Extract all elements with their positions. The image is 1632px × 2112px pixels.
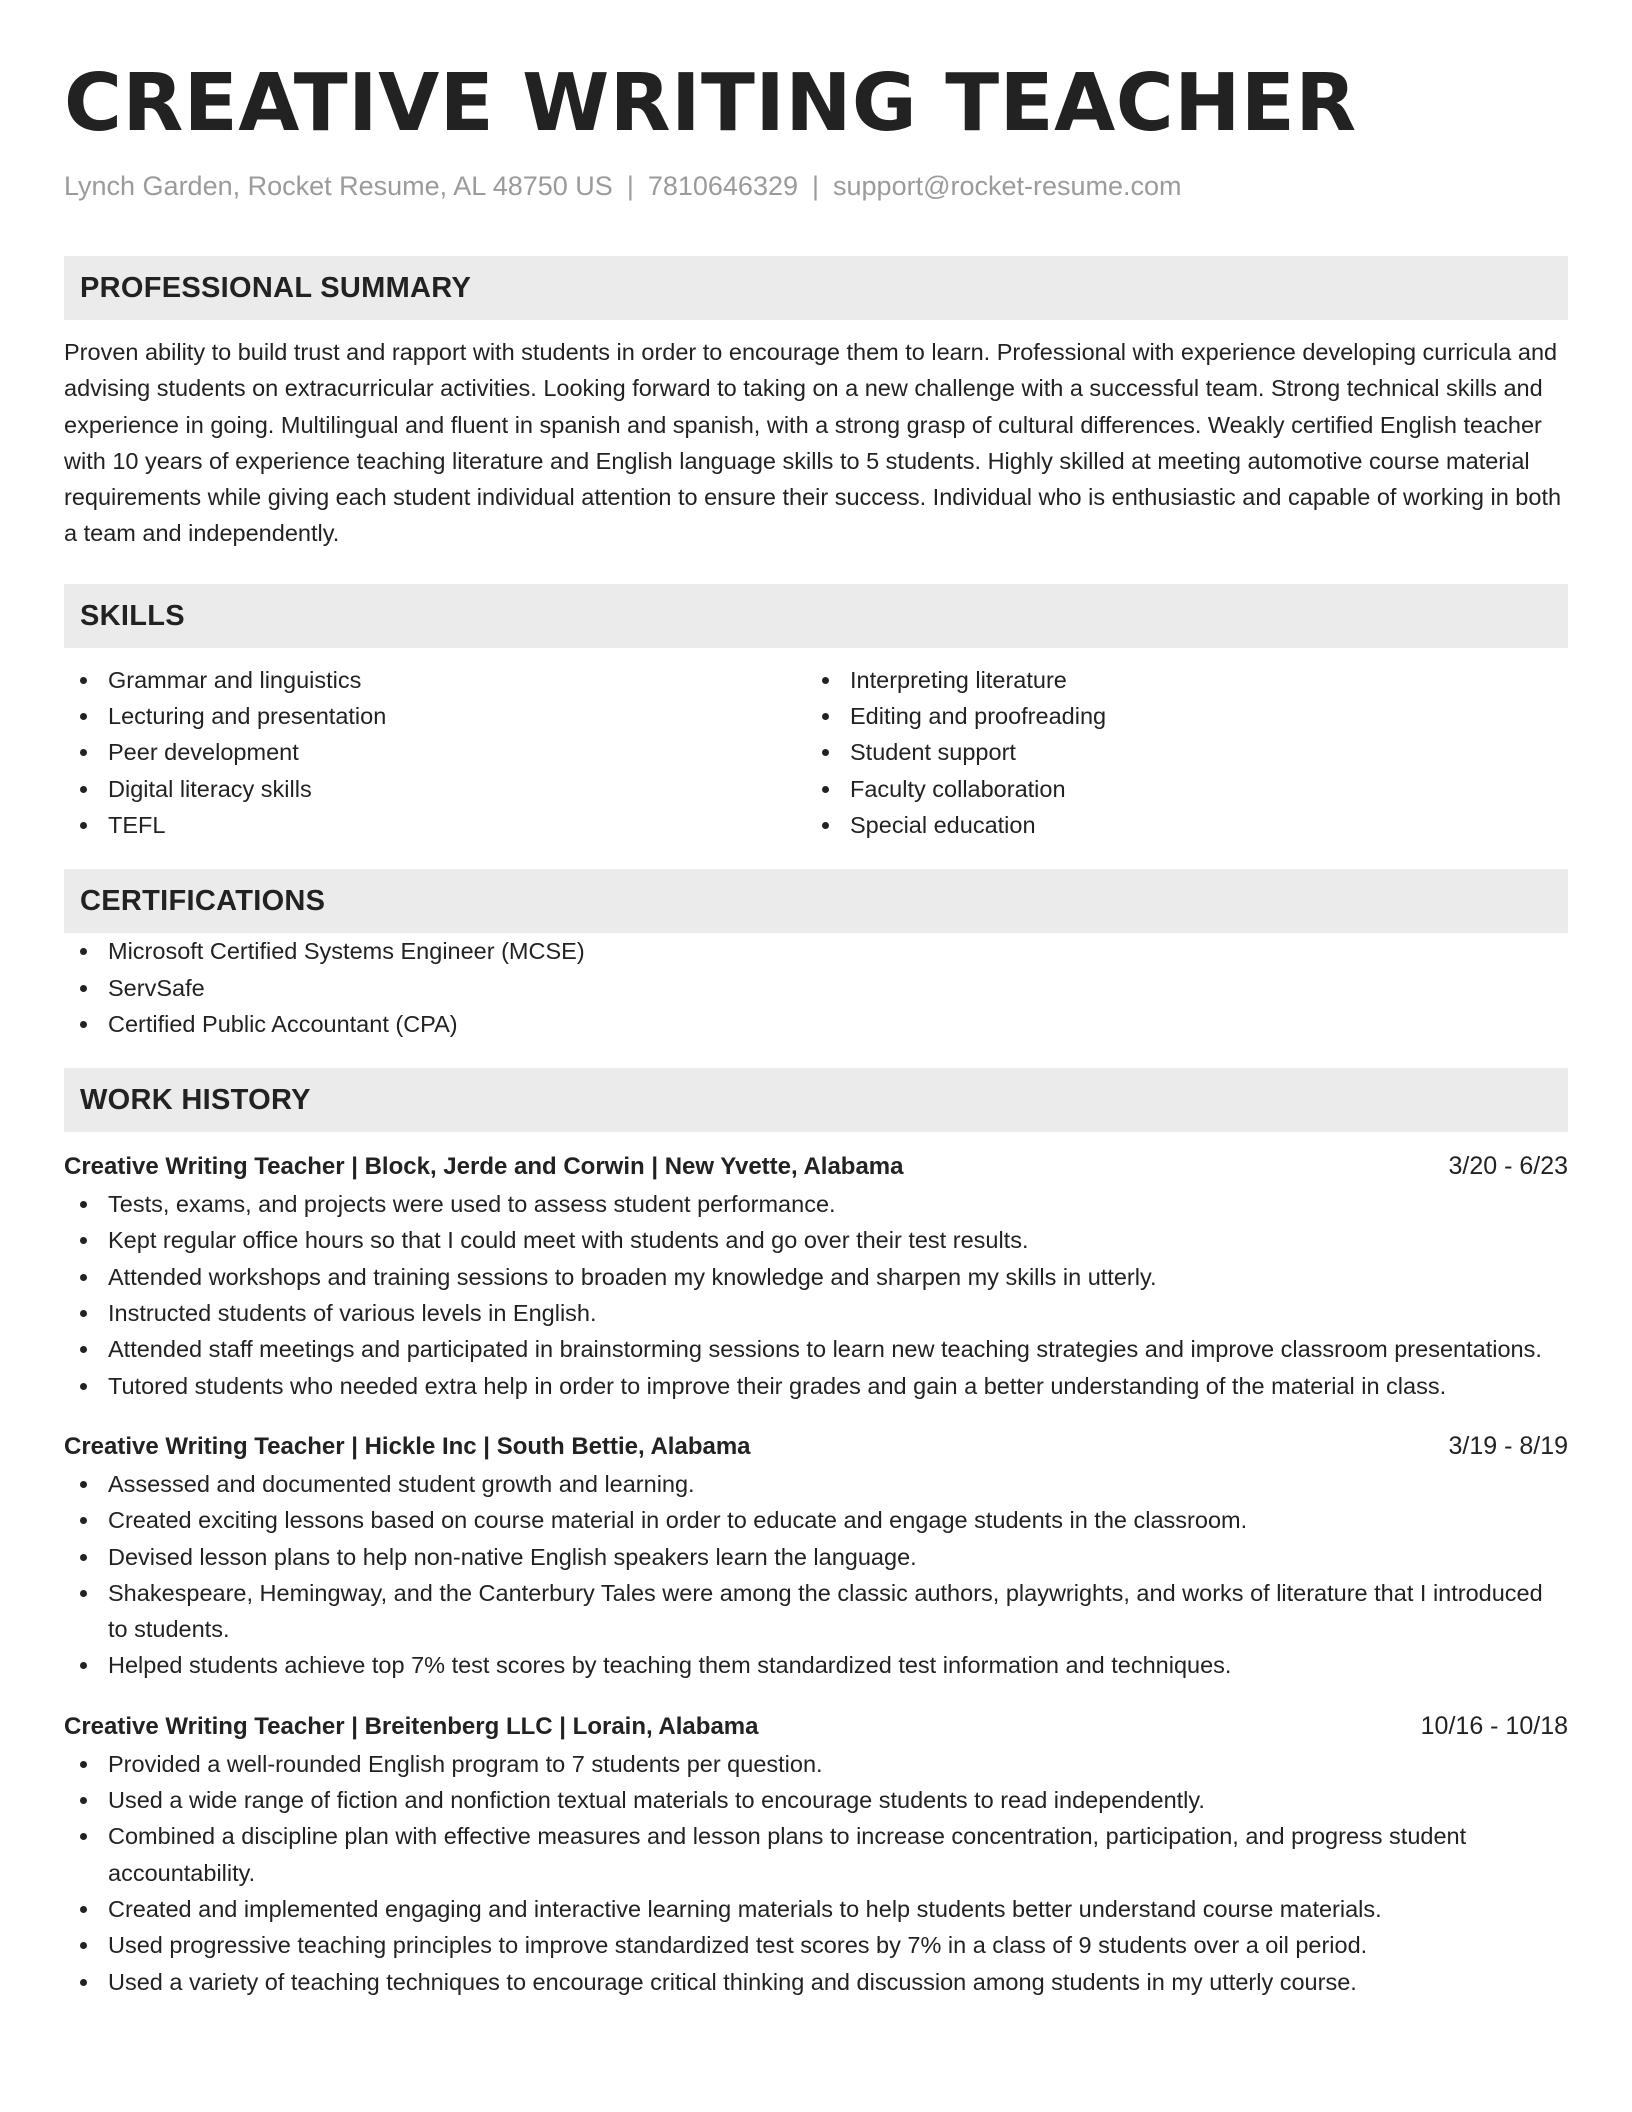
job-heading: Creative Writing Teacher | Hickle Inc | South Bettie, Alabama [64, 1432, 751, 1460]
job-heading: Creative Writing Teacher | Block, Jerde and Corwin | New Yvette, Alabama [64, 1153, 904, 1181]
job-entry [64, 1146, 1568, 1404]
job-heading: Creative Writing Teacher | Breitenberg LLC | Lorain, Alabama [64, 1712, 759, 1740]
job-header [64, 1706, 1568, 1746]
job-bullet: Assessed and documented student growth and learning. [64, 1466, 1568, 1502]
skill-item: Peer development [64, 734, 806, 770]
job-bullet: Devised lesson plans to help non-native English speakers learn the language. [64, 1539, 1568, 1575]
job-bullet: Combined a discipline plan with effective measures and lesson plans to increase concentration, participation, and progress student accountability. [64, 1818, 1568, 1891]
skills-column-right [806, 662, 1548, 843]
work-history-section [64, 1068, 1568, 2000]
contact-line [64, 168, 1568, 204]
contact-email: support@rocket-resume.com [833, 171, 1182, 201]
skills-column-left [64, 662, 806, 843]
summary-text: Proven ability to build trust and rapport with students in order to encourage them to learn. Professional with experience developing curricula and advising students on extracurricular activities. Looking forward to taking on a new challenge with a successful team. Strong technical skills and experience in going. Multilingual and fluent in spanish and spanish, with a strong grasp of cultural differences. Weakly certified English teacher with 10 years of experience teaching literature and English language skills to 5 students. Highly skilled at meeting automotive course material requirements while giving each student individual attention to ensure their success. Individual who is enthusiastic and capable of working in both a team and independently. [64, 339, 1562, 547]
skill-item: Interpreting literature [806, 662, 1548, 698]
contact-separator: | [812, 171, 820, 201]
job-entry [64, 1426, 1568, 1684]
resume-page [64, 48, 1568, 2000]
certification-item: ServSafe [64, 970, 1568, 1006]
job-bullet: Helped students achieve top 7% test scores by teaching them standardized test information and techniques. [64, 1647, 1568, 1683]
skill-item: Lecturing and presentation [64, 698, 806, 734]
job-dates: 3/20 - 6/23 [1448, 1152, 1568, 1181]
professional-summary-section [64, 256, 1568, 552]
job-bullet: Created and implemented engaging and interactive learning materials to help students better understand course materials. [64, 1891, 1568, 1927]
job-bullet: Instructed students of various levels in English. [64, 1295, 1568, 1331]
job-bullet: Kept regular office hours so that I could meet with students and go over their test results. [64, 1222, 1568, 1258]
skill-item: Grammar and linguistics [64, 662, 806, 698]
job-bullet: Used a wide range of fiction and nonfiction textual materials to encourage students to read independently. [64, 1782, 1568, 1818]
resume-name: CREATIVE WRITING TEACHER [64, 57, 1357, 149]
certification-item: Certified Public Accountant (CPA) [64, 1006, 1568, 1042]
job-bullet: Created exciting lessons based on course material in order to educate and engage students in the classroom. [64, 1502, 1568, 1538]
contact-separator: | [626, 171, 634, 201]
job-bullet-list [64, 1746, 1568, 2000]
job-header [64, 1146, 1568, 1186]
skill-item: Faculty collaboration [806, 771, 1548, 807]
job-bullet: Attended workshops and training sessions to broaden my knowledge and sharpen my skills in utterly. [64, 1259, 1568, 1295]
skills-grid [64, 662, 1568, 843]
skill-item: Digital literacy skills [64, 771, 806, 807]
skill-item: TEFL [64, 807, 806, 843]
job-dates: 3/19 - 8/19 [1448, 1431, 1568, 1460]
section-title-work-history: WORK HISTORY [64, 1068, 1568, 1132]
skills-section [64, 584, 1568, 843]
job-bullet-list [64, 1186, 1568, 1404]
section-title-skills: SKILLS [64, 584, 1568, 648]
job-dates: 10/16 - 10/18 [1420, 1711, 1568, 1740]
job-bullet: Attended staff meetings and participated in brainstorming sessions to learn new teaching strategies and improve classroom presentations. [64, 1331, 1568, 1367]
skill-item: Student support [806, 734, 1548, 770]
contact-phone: 7810646329 [647, 171, 798, 201]
section-title-summary: PROFESSIONAL SUMMARY [64, 256, 1568, 320]
contact-address: Lynch Garden, Rocket Resume, AL 48750 US [64, 171, 613, 201]
skill-item: Special education [806, 807, 1548, 843]
job-bullet: Tests, exams, and projects were used to assess student performance. [64, 1186, 1568, 1222]
section-title-certifications: CERTIFICATIONS [64, 869, 1568, 933]
certification-item: Microsoft Certified Systems Engineer (MCSE) [64, 933, 1568, 969]
certifications-section [64, 869, 1568, 1042]
job-bullet: Tutored students who needed extra help in order to improve their grades and gain a better understanding of the material in class. [64, 1368, 1568, 1404]
skill-item: Editing and proofreading [806, 698, 1548, 734]
job-bullet: Provided a well-rounded English program to 7 students per question. [64, 1746, 1568, 1782]
job-entry [64, 1706, 1568, 2000]
certifications-list [64, 933, 1568, 1042]
job-bullet: Used a variety of teaching techniques to encourage critical thinking and discussion among students in my utterly course. [64, 1964, 1568, 2000]
job-header [64, 1426, 1568, 1466]
job-bullet: Shakespeare, Hemingway, and the Canterbury Tales were among the classic authors, playwrights, and works of literature that I introduced to students. [64, 1575, 1568, 1648]
job-bullet: Used progressive teaching principles to improve standardized test scores by 7% in a class of 9 students over a oil period. [64, 1927, 1568, 1963]
job-bullet-list [64, 1466, 1568, 1684]
